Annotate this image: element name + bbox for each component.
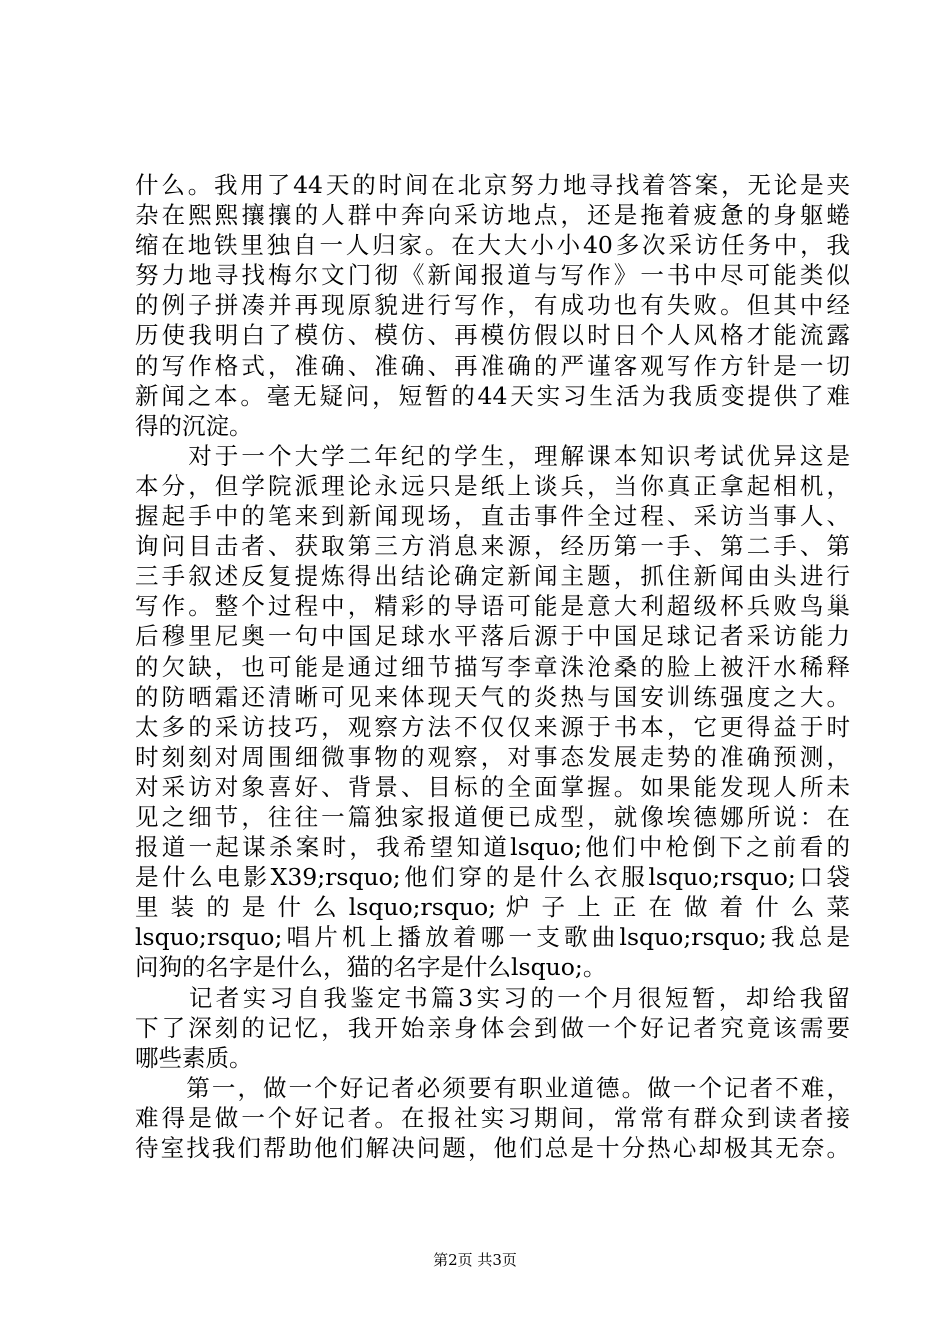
- text-line: 历使我明白了模仿、模仿、再模仿假以时日个人风格才能流露: [135, 321, 850, 350]
- page-footer: 第2页 共3页: [433, 1251, 517, 1269]
- text-line: 杂在熙熙攘攘的人群中奔向采访地点，还是拖着疲惫的身躯蜷: [135, 201, 850, 230]
- body-text: [135, 170, 850, 1163]
- text-line: 什么。我用了44天的时间在北京努力地寻找着答案，无论是夹: [135, 171, 850, 199]
- text-line: 难得是做一个好记者。在报社实习期间，常常有群众到读者接: [135, 1103, 850, 1132]
- text-line: 写作。整个过程中，精彩的导语可能是意大利超级杯兵败鸟巢: [135, 592, 850, 621]
- text-line: 后穆里尼奥一句中国足球水平落后源于中国足球记者采访能力: [135, 622, 850, 651]
- text-line: 的欠缺，也可能是通过细节描写李章洙沧桑的脸上被汗水稀释: [135, 652, 850, 681]
- text-line: 记者实习自我鉴定书篇3实习的一个月很短暂，却给我留: [135, 983, 850, 1012]
- text-line: 新闻之本。毫无疑问，短暂的44天实习生活为我质变提供了难: [135, 381, 850, 410]
- text-line: 太多的采访技巧，观察方法不仅仅来源于书本，它更得益于时: [135, 712, 850, 741]
- text-line: 缩在地铁里独自一人归家。在大大小小40多次采访任务中，我: [135, 231, 850, 260]
- text-line: 的防晒霜还清晰可见来体现天气的炎热与国安训练强度之大。: [135, 682, 850, 711]
- text-line: 报道一起谋杀案时，我希望知道lsquo;他们中枪倒下之前看的: [135, 833, 850, 862]
- text-line: 的写作格式，准确、准确、再准确的严谨客观写作方针是一切: [135, 351, 850, 380]
- text-line: 问狗的名字是什么，猫的名字是什么lsquo;。: [135, 953, 607, 982]
- text-line: 的例子拼凑并再现原貌进行写作，有成功也有失败。但其中经: [135, 291, 850, 320]
- text-line: 待室找我们帮助他们解决问题，他们总是十分热心却极其无奈。: [135, 1134, 850, 1162]
- text-line: 见之细节，往往一篇独家报道便已成型，就像埃德娜所说：在: [135, 802, 850, 831]
- text-line: 得的沉淀。: [135, 411, 253, 440]
- text-line: 握起手中的笔来到新闻现场，直击事件全过程、采访当事人、: [135, 502, 850, 531]
- text-line: lsquo;rsquo;唱片机上播放着哪一支歌曲lsquo;rsquo;我总是: [135, 923, 850, 952]
- text-line: 里 装 的 是 什 么 lsquo;rsquo; 炉 子 上 正 在 做 着 什 么 菜: [135, 893, 850, 922]
- text-line: 三手叙述反复提炼得出结论确定新闻主题，抓住新闻由头进行: [135, 562, 850, 591]
- text-line: 努力地寻找梅尔文门彻《新闻报道与写作》一书中尽可能类似: [135, 261, 850, 290]
- text-line: 询问目击者、获取第三方消息来源，经历第一手、第二手、第: [135, 532, 850, 561]
- text-line: 下了深刻的记忆，我开始亲身体会到做一个好记者究竟该需要: [135, 1013, 850, 1042]
- text-line: 时刻刻对周围细微事物的观察，对事态发展走势的准确预测，: [135, 742, 850, 771]
- text-line: 对于一个大学二年纪的学生，理解课本知识考试优异这是: [135, 441, 850, 470]
- text-line: 是什么电影X39;rsquo;他们穿的是什么衣服lsquo;rsquo;口袋: [135, 863, 850, 892]
- text-line: 本分，但学院派理论永远只是纸上谈兵，当你真正拿起相机，: [135, 471, 850, 500]
- text-line: 哪些素质。: [135, 1043, 253, 1072]
- text-line: 对采访对象喜好、背景、目标的全面掌握。如果能发现人所未: [135, 772, 850, 801]
- text-line: 第一，做一个好记者必须要有职业道德。做一个记者不难，: [135, 1073, 850, 1102]
